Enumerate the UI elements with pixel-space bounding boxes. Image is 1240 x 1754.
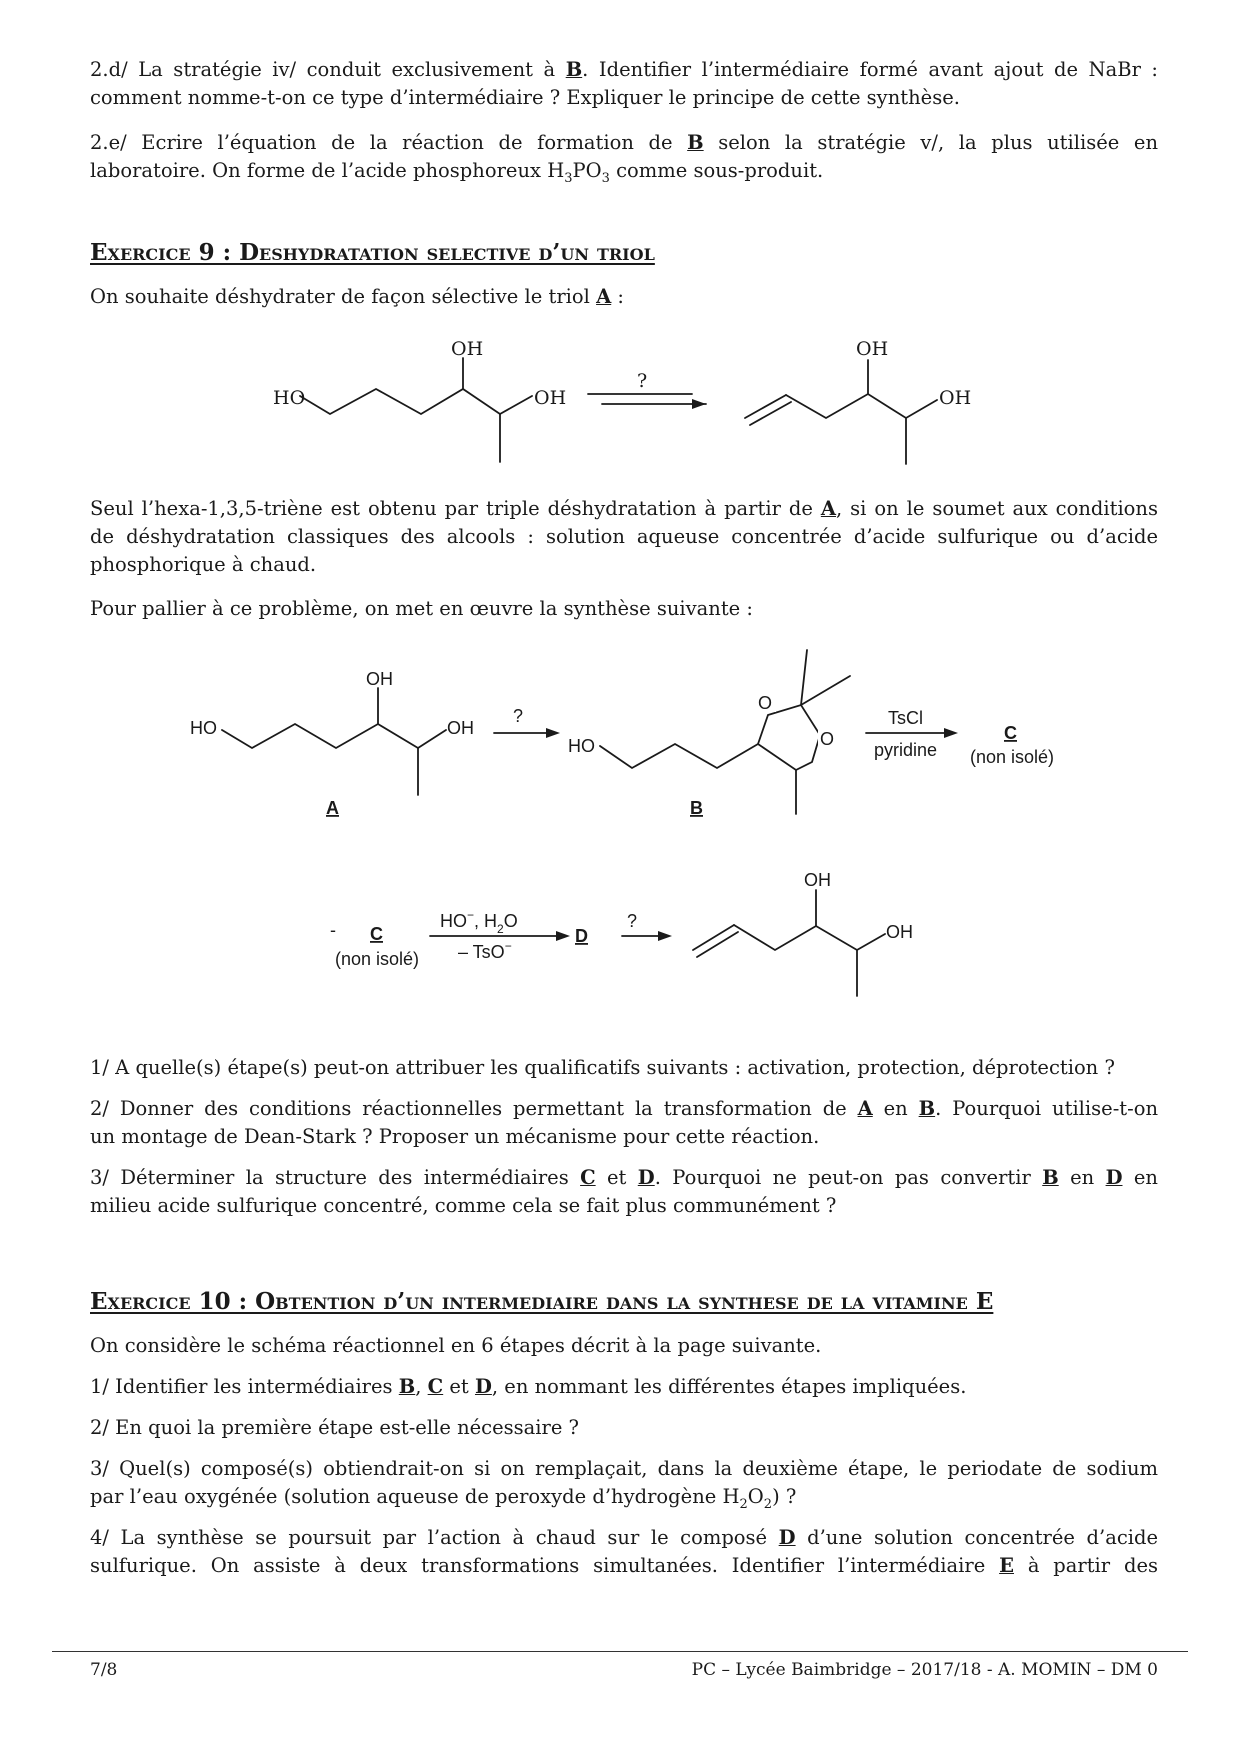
svg-text:D: D — [575, 926, 588, 946]
exercise-10-question-3-line1: 3/ Quel(s) composé(s) obtiendrait-on si on remplaçait, dans la deuxième étape, le periodate de sodium — [90, 1457, 1158, 1480]
svg-text:OH: OH — [451, 338, 484, 360]
exercise-9-intro: On souhaite déshydrater de façon sélective le triol A : — [90, 285, 624, 308]
exercise-9-title: Exercice 9 : Deshydratation selective d’un triol — [90, 239, 655, 266]
svg-text:OH: OH — [856, 338, 889, 360]
exercise-9-question-3-line2: milieu acide sulfurique concentré, comme cela se fait plus communément ? — [90, 1194, 837, 1217]
exercise-9-question-2-line2: un montage de Dean-Stark ? Proposer un mécanisme pour cette réaction. — [90, 1125, 820, 1148]
svg-text:TsCl: TsCl — [888, 708, 923, 728]
svg-text:(non isolé): (non isolé) — [335, 949, 420, 969]
svg-text:A: A — [326, 798, 339, 818]
compound-a-structure — [190, 669, 474, 818]
svg-text:?: ? — [513, 706, 524, 726]
exercise-9-text-line4: Pour pallier à ce problème, on met en œuvre la synthèse suivante : — [90, 597, 753, 620]
svg-text:C: C — [370, 924, 383, 944]
arrow-a-to-b — [494, 706, 560, 738]
svg-text:OH: OH — [886, 922, 913, 942]
question-2d-line2: comment nomme-t-on ce type d’intermédiaire ? Expliquer le principe de cette synthèse. — [90, 86, 960, 109]
exercise-10-question-4-line2: sulfurique. On assiste à deux transformations simultanées. Identifier l’intermédiaire E à partir des — [90, 1554, 1158, 1577]
svg-text:OH: OH — [804, 870, 831, 890]
exercise-10-question-1: 1/ Identifier les intermédiaires B, C et D, en nommant les différentes étapes impliquées. — [90, 1375, 967, 1398]
svg-text:OH: OH — [939, 387, 972, 409]
question-2e-line1: 2.e/ Ecrire l’équation de la réaction de formation de B selon la stratégie v/, la plus utilisée en — [90, 131, 1158, 154]
exercise-10-title: Exercice 10 : Obtention d’un intermediaire dans la synthese de la vitamine E — [90, 1288, 994, 1315]
svg-text:HO: HO — [568, 736, 595, 756]
svg-text:?: ? — [627, 911, 638, 931]
svg-text:C: C — [1004, 723, 1017, 743]
exercise-10-question-2: 2/ En quoi la première étape est-elle nécessaire ? — [90, 1416, 580, 1439]
svg-text:O: O — [820, 729, 835, 749]
svg-text:HO: HO — [273, 387, 306, 409]
arrow-b-to-c — [866, 708, 1054, 767]
svg-text:?: ? — [637, 370, 648, 392]
footer-divider — [52, 1651, 1188, 1652]
page-number: 7/8 — [90, 1660, 118, 1680]
exercise-10-intro: On considère le schéma réactionnel en 6 étapes décrit à la page suivante. — [90, 1334, 822, 1357]
svg-text:O: O — [758, 693, 773, 713]
exercise-9-question-1: 1/ A quelle(s) étape(s) peut-on attribuer les qualificatifs suivants : activation, protection, déprotection ? — [90, 1056, 1115, 1079]
exercise-9-text-line1: Seul l’hexa-1,3,5-triène est obtenu par triple déshydratation à partir de A, si on le soumet aux conditions — [90, 497, 1158, 520]
question-2d-line1: 2.d/ La stratégie iv/ conduit exclusivement à B. Identifier l’intermédiaire formé avant ajout de NaBr : — [90, 58, 1159, 81]
svg-text:OH: OH — [447, 718, 474, 738]
svg-text:HO−, H2O: HO−, $H_2O$ — [440, 908, 518, 936]
svg-text:-: - — [330, 920, 336, 940]
svg-text:pyridine: pyridine — [874, 740, 938, 760]
exercise-9-question-3-line1: 3/ Déterminer la structure des intermédiaires C et D. Pourquoi ne peut-on pas convertir B en D en — [90, 1166, 1158, 1189]
svg-text:B: B — [690, 798, 703, 818]
svg-text:(non isolé): (non isolé) — [970, 747, 1055, 767]
svg-text:OH: OH — [366, 669, 393, 689]
footer-course-info: PC – Lycée Baimbridge – 2017/18 - A. MOMIN – DM 0 — [691, 1660, 1158, 1680]
step-c-to-d — [330, 908, 672, 969]
exercise-10-question-4-line1: 4/ La synthèse se poursuit par l’action à chaud sur le composé D d’une solution concentrée d’acide — [90, 1526, 1158, 1549]
exercise-9-text-line3: phosphorique à chaud. — [90, 553, 317, 576]
exercise-9-question-2-line1: 2/ Donner des conditions réactionnelles permettant la transformation de A en B. Pourquoi utilise-t-on — [90, 1097, 1159, 1120]
svg-text:HO: HO — [190, 718, 217, 738]
exercise-10-question-3-line2: par l’eau oxygénée (solution aqueuse de peroxyde d’hydrogène $H_2O_2$) ? — [90, 1485, 797, 1512]
compound-b-structure — [568, 650, 850, 818]
svg-text:– TsO−: – TsO− — [458, 939, 512, 962]
exercise-9-text-line2: de déshydratation classiques des alcools : solution aqueuse concentrée d’acide sulfurique ou d’acide — [90, 525, 1158, 548]
question-2e-line2: laboratoire. On forme de l’acide phosphoreux $H_3PO_3$ comme sous-produit. — [90, 159, 824, 186]
final-diol-structure — [693, 870, 913, 996]
svg-text:OH: OH — [534, 387, 567, 409]
